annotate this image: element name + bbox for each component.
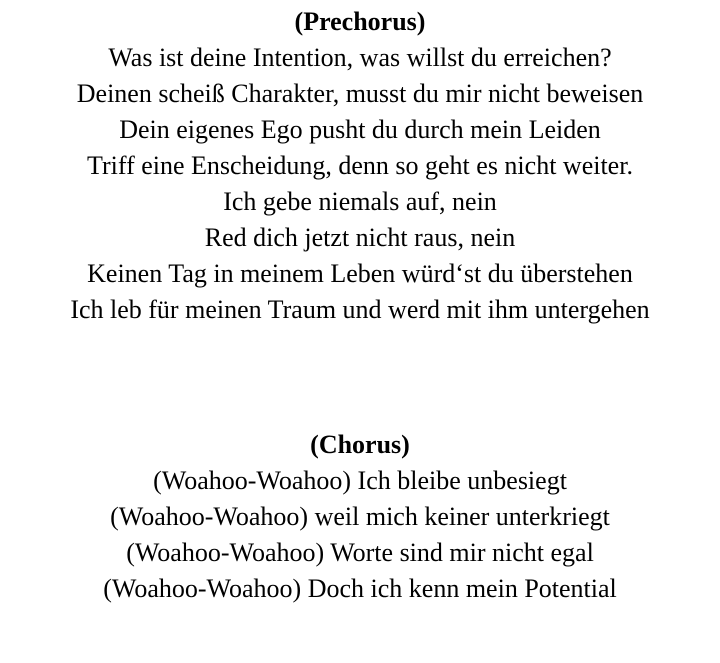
lyric-line: (Woahoo-Woahoo) Ich bleibe unbesiegt	[153, 466, 567, 495]
lyric-line: (Woahoo-Woahoo) Worte sind mir nicht egal	[126, 538, 594, 567]
lyric-line: (Woahoo-Woahoo) Doch ich kenn mein Potential	[103, 574, 617, 603]
prechorus-section	[0, 4, 720, 328]
lyric-line: Triff eine Enscheidung, denn so geht es nicht weiter.	[87, 151, 633, 180]
lyric-line: Keinen Tag in meinem Leben würd‘st du überstehen	[87, 259, 633, 288]
lyric-line: Dein eigenes Ego pusht du durch mein Leiden	[119, 115, 601, 144]
lyric-line: Deinen scheiß Charakter, musst du mir nicht beweisen	[76, 79, 644, 108]
lyric-line: Was ist deine Intention, was willst du erreichen?	[108, 43, 612, 72]
lyric-line: Ich gebe niemals auf, nein	[223, 187, 497, 216]
chorus-section	[0, 427, 720, 607]
chorus-heading: (Chorus)	[310, 430, 410, 459]
lyric-line: (Woahoo-Woahoo) weil mich keiner unterkriegt	[110, 502, 610, 531]
prechorus-heading: (Prechorus)	[294, 7, 426, 36]
lyric-line: Red dich jetzt nicht raus, nein	[204, 223, 516, 252]
lyric-line: Ich leb für meinen Traum und werd mit ihm untergehen	[70, 295, 650, 324]
